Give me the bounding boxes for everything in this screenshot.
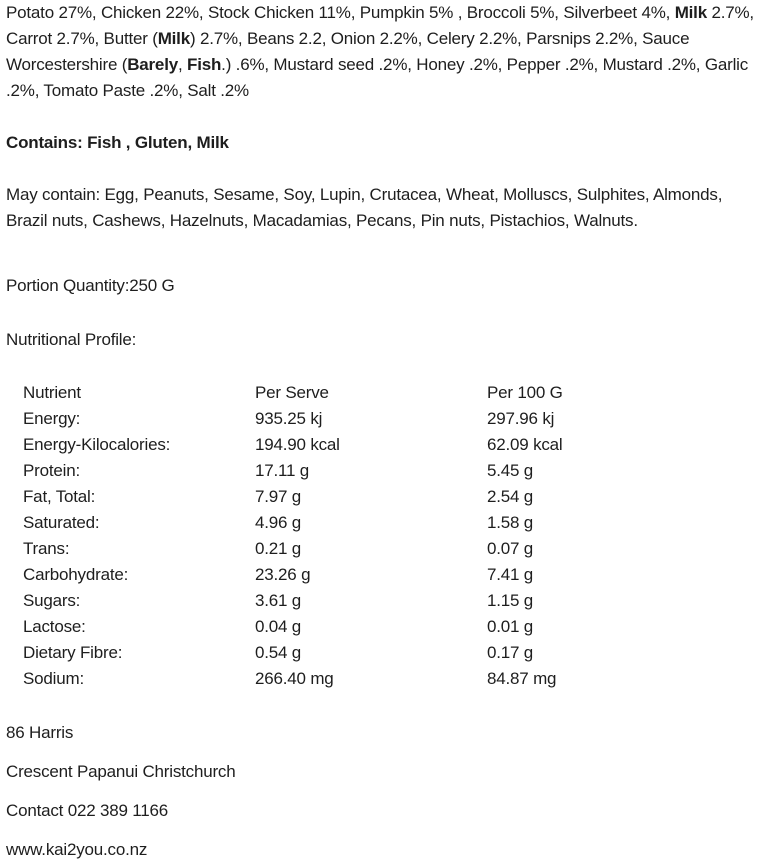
per-serve-value: 3.61 g: [255, 591, 302, 610]
table-row-carbohydrate: [23, 562, 763, 588]
ingredient-allergen-emphasis: Milk: [674, 3, 707, 22]
per-100g-value: 1.58 g: [487, 513, 534, 532]
address-line-2: Crescent Papanui Christchurch: [6, 762, 236, 781]
table-row-energy: [23, 406, 763, 432]
nutrient-name: Carbohydrate:: [23, 565, 129, 584]
allergen-may-contain-statement: May contain: Egg, Peanuts, Sesame, Soy, Lupin, Crutacea, Wheat, Molluscs, Sulphites, Almonds, Brazil nuts, Cashews, Hazelnuts, Macadamias, Pecans, Pin nuts, Pistachios, Walnuts.: [6, 185, 723, 230]
table-row-sodium: [23, 666, 763, 692]
per-serve-value: 0.21 g: [255, 539, 302, 558]
per-100g-value: 0.07 g: [487, 539, 534, 558]
nutrient-name: Protein:: [23, 461, 80, 480]
per-100g-value: 0.01 g: [487, 617, 534, 636]
per-serve-value: 935.25 kj: [255, 409, 323, 428]
nutrient-name: Dietary Fibre:: [23, 643, 123, 662]
ingredient-text: 2.7%, Carrot 2.7%, Butter (: [6, 3, 754, 48]
per-serve-value: 7.97 g: [255, 487, 302, 506]
ingredient-allergen-emphasis: Milk: [157, 29, 190, 48]
nutrient-name: Fat, Total:: [23, 487, 96, 506]
nutrient-name: Lactose:: [23, 617, 86, 636]
per-serve-value: 194.90 kcal: [255, 435, 340, 454]
nutritional-profile-heading: Nutritional Profile:: [6, 330, 137, 349]
table-row-trans: [23, 536, 763, 562]
per-100g-value: 297.96 kj: [487, 409, 555, 428]
ingredient-text: ) 2.7%, Beans 2.2, Onion 2.2%, Celery 2.2%, Parsnips 2.2%, Sauce Worcestershire (: [6, 29, 690, 74]
ingredient-allergen-emphasis: Fish: [187, 55, 222, 74]
table-row-saturated: [23, 510, 763, 536]
website-url: www.kai2you.co.nz: [6, 840, 148, 859]
ingredient-text: .) .6%, Mustard seed .2%, Honey .2%, Pepper .2%, Mustard .2%, Garlic .2%, Tomato Paste .2%, Salt .2%: [6, 55, 749, 100]
ingredients-list: [6, 0, 763, 104]
allergen-contains-statement: Contains: Fish , Gluten, Milk: [6, 133, 229, 152]
per-100g-value: 62.09 kcal: [487, 435, 563, 454]
per-100g-value: 5.45 g: [487, 461, 534, 480]
column-header-nutrient: Nutrient: [23, 383, 81, 402]
product-info-page: [6, 0, 763, 863]
table-row-dietary-fibre: [23, 640, 763, 666]
nutrient-name: Sugars:: [23, 591, 81, 610]
nutrition-table: [23, 380, 763, 692]
per-100g-value: 2.54 g: [487, 487, 534, 506]
nutrient-name: Energy:: [23, 409, 81, 428]
nutrient-name: Saturated:: [23, 513, 100, 532]
column-header-per-100g: Per 100 G: [487, 383, 563, 402]
table-row-sugars: [23, 588, 763, 614]
ingredient-text: ,: [177, 55, 188, 74]
nutrient-name: Trans:: [23, 539, 70, 558]
per-100g-value: 1.15 g: [487, 591, 534, 610]
per-serve-value: 17.11 g: [255, 461, 310, 480]
column-header-per-serve: Per Serve: [255, 383, 329, 402]
table-row-energy-kilocalories: [23, 432, 763, 458]
portion-quantity: Portion Quantity:250 G: [6, 276, 175, 295]
per-serve-value: 0.54 g: [255, 643, 302, 662]
nutrient-name: Sodium:: [23, 669, 84, 688]
table-row-protein: [23, 458, 763, 484]
ingredient-text: Potato 27%, Chicken 22%, Stock Chicken 11%, Pumpkin 5% , Broccoli 5%, Silverbeet 4%,: [6, 3, 675, 22]
per-100g-value: 84.87 mg: [487, 669, 557, 688]
nutrition-header-row: [23, 380, 763, 406]
per-serve-value: 23.26 g: [255, 565, 311, 584]
ingredient-allergen-emphasis: Barely: [127, 55, 178, 74]
per-100g-value: 7.41 g: [487, 565, 534, 584]
nutrient-name: Energy-Kilocalories:: [23, 435, 171, 454]
contact-phone: Contact 022 389 1166: [6, 801, 169, 820]
per-serve-value: 266.40 mg: [255, 669, 334, 688]
per-100g-value: 0.17 g: [487, 643, 534, 662]
table-row-lactose: [23, 614, 763, 640]
per-serve-value: 4.96 g: [255, 513, 302, 532]
per-serve-value: 0.04 g: [255, 617, 302, 636]
address-line-1: 86 Harris: [6, 723, 74, 742]
table-row-fat-total: [23, 484, 763, 510]
